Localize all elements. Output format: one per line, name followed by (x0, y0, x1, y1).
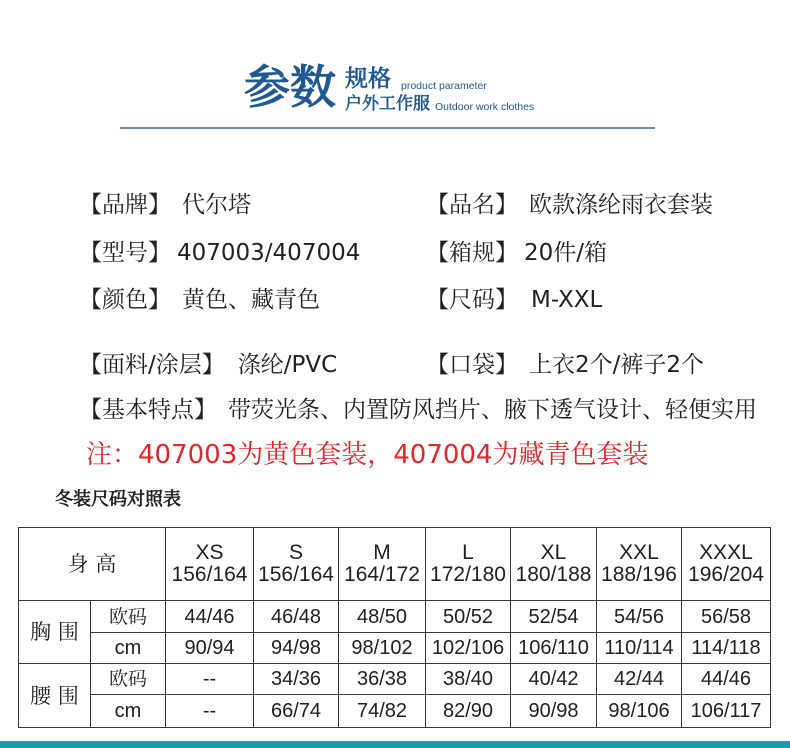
size-height-range: 156/164 (258, 563, 334, 586)
size-header-cell (511, 528, 597, 601)
spec-carton (426, 240, 607, 266)
size-header-cell (254, 528, 339, 601)
size-name: XXL (619, 541, 659, 564)
spec-pockets (426, 352, 704, 378)
spec-product-name (426, 192, 713, 218)
size-name: XL (540, 541, 567, 564)
table-cell: 46/48 (254, 601, 339, 633)
spec-value: 20件/箱 (524, 240, 608, 266)
spec-label: 【品名】 (426, 192, 518, 218)
table-cell: 102/106 (426, 633, 511, 664)
section-title-sub: 规格 (345, 66, 391, 92)
spec-label: 【型号】 (79, 240, 171, 266)
size-chart-table (18, 527, 771, 728)
table-row (19, 601, 771, 633)
spec-label: 【尺码】 (426, 287, 518, 313)
table-row (19, 695, 771, 728)
size-height-range: 156/164 (171, 563, 248, 586)
table-cell: 42/44 (597, 664, 682, 695)
size-height-range: 180/188 (515, 563, 592, 586)
spec-value: 407003/407004 (177, 240, 361, 266)
bottom-accent-bar (0, 741, 790, 748)
size-height-range: 164/172 (344, 563, 420, 586)
spec-label: 【颜色】 (79, 287, 171, 313)
unit-cell: 欧码 (91, 601, 166, 633)
size-chart-title: 冬装尺码对照表 (55, 489, 181, 510)
table-cell: 56/58 (682, 601, 771, 633)
table-cell: 94/98 (254, 633, 339, 664)
chest-label: 胸 围 (19, 601, 91, 664)
spec-value: 上衣2个/裤子2个 (529, 352, 705, 378)
spec-label: 【基本特点】 (79, 397, 217, 423)
table-cell: 98/102 (339, 633, 426, 664)
product-category-english: Outdoor work clothes (435, 101, 535, 113)
size-height-range: 188/196 (601, 563, 677, 586)
size-name: S (288, 541, 303, 564)
height-label: 身 高 (19, 528, 166, 601)
table-cell: 44/46 (166, 601, 254, 633)
table-cell: 34/36 (254, 664, 339, 695)
spec-label: 【品牌】 (79, 192, 171, 218)
table-cell: 66/74 (254, 695, 339, 728)
section-title: 参数 (244, 60, 336, 114)
table-cell: 106/110 (511, 633, 597, 664)
table-cell: 74/82 (339, 695, 426, 728)
size-header-cell (166, 528, 254, 601)
table-cell: 90/94 (166, 633, 254, 664)
table-cell: -- (166, 664, 254, 695)
table-cell: 44/46 (682, 664, 771, 695)
table-cell: 54/56 (597, 601, 682, 633)
spec-value: M-XXL (531, 287, 603, 313)
size-name: M (373, 541, 391, 564)
table-cell: 90/98 (511, 695, 597, 728)
table-cell: 82/90 (426, 695, 511, 728)
spec-model (79, 240, 360, 266)
spec-value: 带荧光条、内置防风挡片、腋下透气设计、轻便实用 (228, 397, 757, 423)
color-note: 注：407003为黄色套装，407004为藏青色套装 (86, 440, 649, 470)
table-cell: -- (166, 695, 254, 728)
table-row (19, 664, 771, 695)
table-cell: 40/42 (511, 664, 597, 695)
table-cell: 50/52 (426, 601, 511, 633)
spec-label: 【箱规】 (426, 240, 518, 266)
spec-color (79, 287, 320, 313)
size-header-cell (597, 528, 682, 601)
size-height-range: 172/180 (430, 563, 506, 586)
table-cell: 48/50 (339, 601, 426, 633)
table-cell: 38/40 (426, 664, 511, 695)
unit-cell: 欧码 (91, 664, 166, 695)
size-name: L (462, 541, 474, 564)
size-header-cell (426, 528, 511, 601)
product-category: 户外工作服 (345, 94, 430, 114)
spec-label: 【口袋】 (426, 352, 518, 378)
table-cell: 36/38 (339, 664, 426, 695)
size-name: XXXL (699, 541, 753, 564)
table-cell: 98/106 (597, 695, 682, 728)
unit-cell: cm (91, 633, 166, 664)
spec-value: 涤纶/PVC (237, 352, 338, 378)
spec-value: 黄色、藏青色 (182, 287, 320, 313)
spec-size (426, 287, 602, 313)
header-divider (120, 127, 655, 129)
spec-value: 欧款涤纶雨衣套装 (529, 192, 713, 218)
section-title-english: product parameter (401, 80, 487, 92)
table-cell: 52/54 (511, 601, 597, 633)
spec-value: 代尔塔 (182, 192, 251, 218)
spec-material (79, 352, 337, 378)
size-header-cell (339, 528, 426, 601)
size-header-cell (682, 528, 771, 601)
size-name: XS (195, 541, 224, 564)
spec-features (79, 397, 757, 423)
table-cell: 106/117 (682, 695, 771, 728)
spec-label: 【面料/涂层】 (79, 352, 225, 378)
spec-brand (79, 192, 251, 218)
waist-label: 腰 围 (19, 664, 91, 728)
size-height-range: 196/204 (688, 563, 764, 586)
table-row (19, 633, 771, 664)
table-header-row (19, 528, 771, 601)
table-cell: 114/118 (682, 633, 771, 664)
unit-cell: cm (91, 695, 166, 728)
table-cell: 110/114 (597, 633, 682, 664)
